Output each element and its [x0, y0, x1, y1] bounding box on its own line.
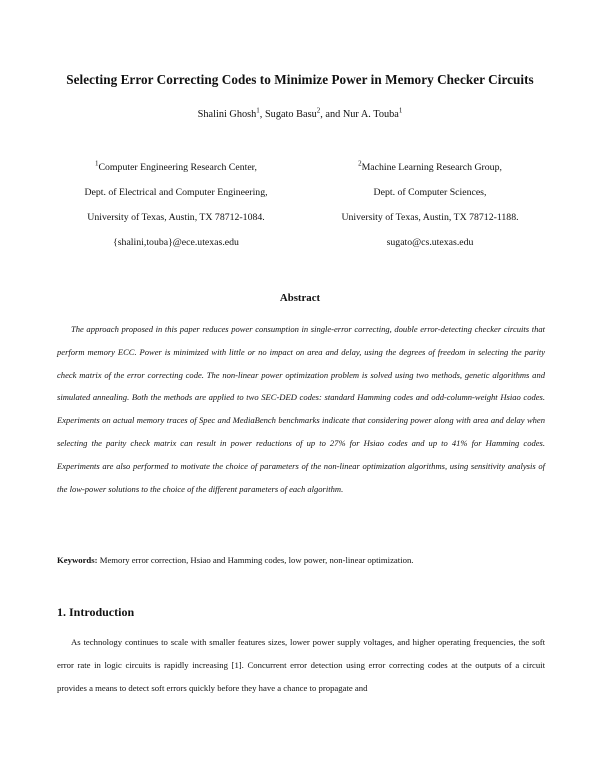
affiliation-email: {shalini,touba}@ece.utexas.edu: [113, 237, 239, 248]
affiliation-left: [56, 160, 296, 260]
paper-title: Selecting Error Correcting Codes to Minimize Power in Memory Checker Circuits: [66, 72, 534, 87]
affiliation-dept: Dept. of Computer Sciences,: [373, 187, 487, 198]
affiliation-address: University of Texas, Austin, TX 78712-1188.: [341, 212, 519, 223]
affiliation-mark: 1: [398, 106, 403, 115]
affiliation-mark: 2: [358, 159, 362, 168]
keywords: [57, 555, 545, 565]
author-separator: ,: [259, 109, 265, 120]
abstract-heading: Abstract: [279, 292, 321, 304]
author-name: Sugato Basu: [264, 109, 317, 120]
author-name: Nur A. Touba: [342, 109, 399, 120]
abstract-body: The approach proposed in this paper reduces power consumption in single-error correcting, double error-detecting checker circuits that perform memory ECC. Power is minimized with little or no impact on area and delay, using the degrees of freedom in selecting the parity check matrix of the error correcting code. The non-linear power optimization problem is solved using two methods, genetic algorithms and simulated annealing. Both the methods are applied to two SEC-DED codes: standard Hamming codes and odd-column-weight Hsiao codes. Experiments on actual memory traces of Spec and MediaBench benchmarks indicate that considering power along with area and delay when selecting the parity check matrix can result in power reductions of up to 27% for Hsiao codes and up to 41% for Hamming codes. Experiments are also performed to motivate the choice of parameters of the non-linear optimization algorithms, using sensitivity analysis of the low-power solutions to the choice of the different parameters of each algorithm.: [57, 324, 545, 494]
intro-paragraph: As technology continues to scale with smaller features sizes, lower power supply voltages, and higher operating frequencies, the soft error rate in logic circuits is rapidly increasing [1]. Concurrent error detection using error correcting codes at the outputs of a circuit provides a means to detect soft errors quickly before they have a chance to propagate and: [57, 637, 545, 693]
section-heading: 1. Introduction: [57, 605, 135, 619]
keywords-text: Memory error correction, Hsiao and Hamming codes, low power, non-linear optimization.: [97, 555, 414, 565]
author-list: [40, 106, 560, 120]
keywords-label: Keywords:: [57, 555, 98, 565]
affiliation-mark: 2: [316, 106, 321, 115]
affiliation-org: Machine Learning Research Group,: [361, 162, 502, 173]
author-separator: , and: [320, 109, 343, 120]
affiliation-line: [56, 160, 296, 185]
affiliation-right: [310, 160, 550, 260]
author-name: Shalini Ghosh: [197, 109, 257, 120]
affiliation-org: Computer Engineering Research Center,: [98, 162, 257, 173]
affiliation-email: sugato@cs.utexas.edu: [386, 237, 474, 248]
affiliation-line: [310, 160, 550, 185]
affiliation-dept: Dept. of Electrical and Computer Engineering,: [84, 187, 268, 198]
affiliation-mark: 1: [256, 106, 260, 115]
affiliation-mark: 1: [95, 159, 99, 168]
affiliation-address: University of Texas, Austin, TX 78712-1084.: [87, 212, 265, 223]
